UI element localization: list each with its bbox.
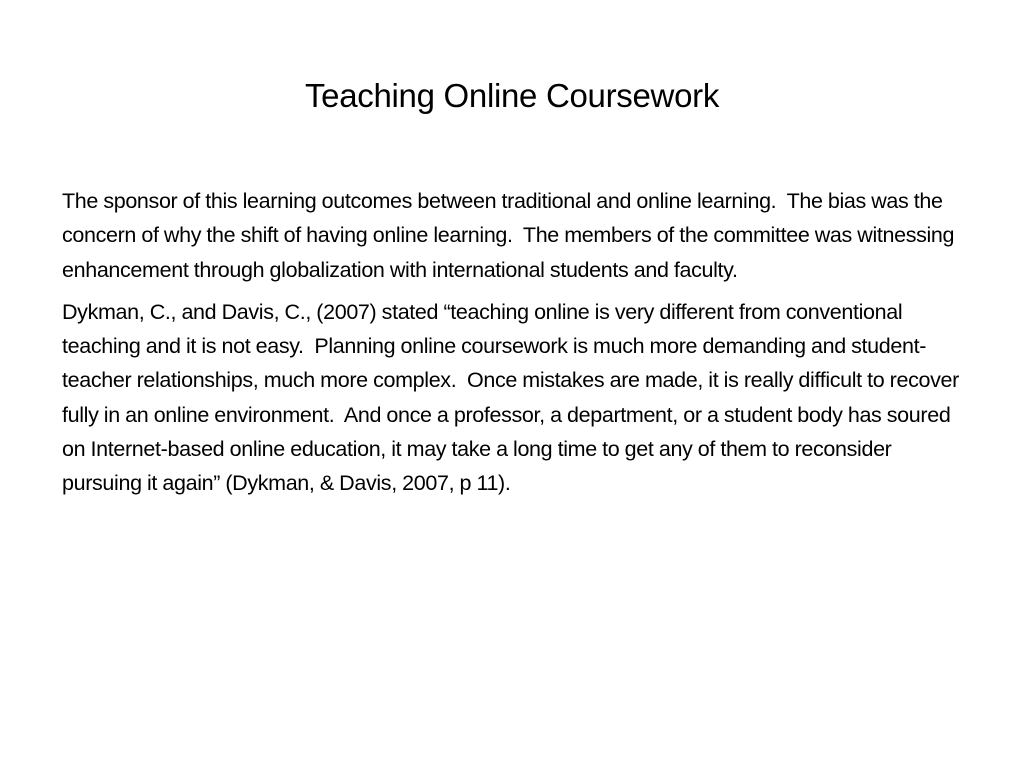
- body-paragraph-quote: Dykman, C., and Davis, C., (2007) stated “teaching online is very different from conventional teaching and it is not easy. Planning online coursework is much more demanding and student-teacher relationships, much more complex. Once mistakes are made, it is really difficult to recover fully in an online environment. And once a professor, a department, or a student body has soured on Internet-based online education, it may take a long time to get any of them to reconsider pursuing it again” (Dykman, & Davis, 2007, p 11).: [62, 299, 965, 496]
- slide-body: [62, 184, 972, 509]
- body-paragraph-sponsor: The sponsor of this learning outcomes between traditional and online learning. The bias was the concern of why the shift of having online learning. The members of the committee was witnessing enhancement through globalization with international students and faculty.: [62, 189, 960, 282]
- slide-title: Teaching Online Coursework: [304, 77, 720, 114]
